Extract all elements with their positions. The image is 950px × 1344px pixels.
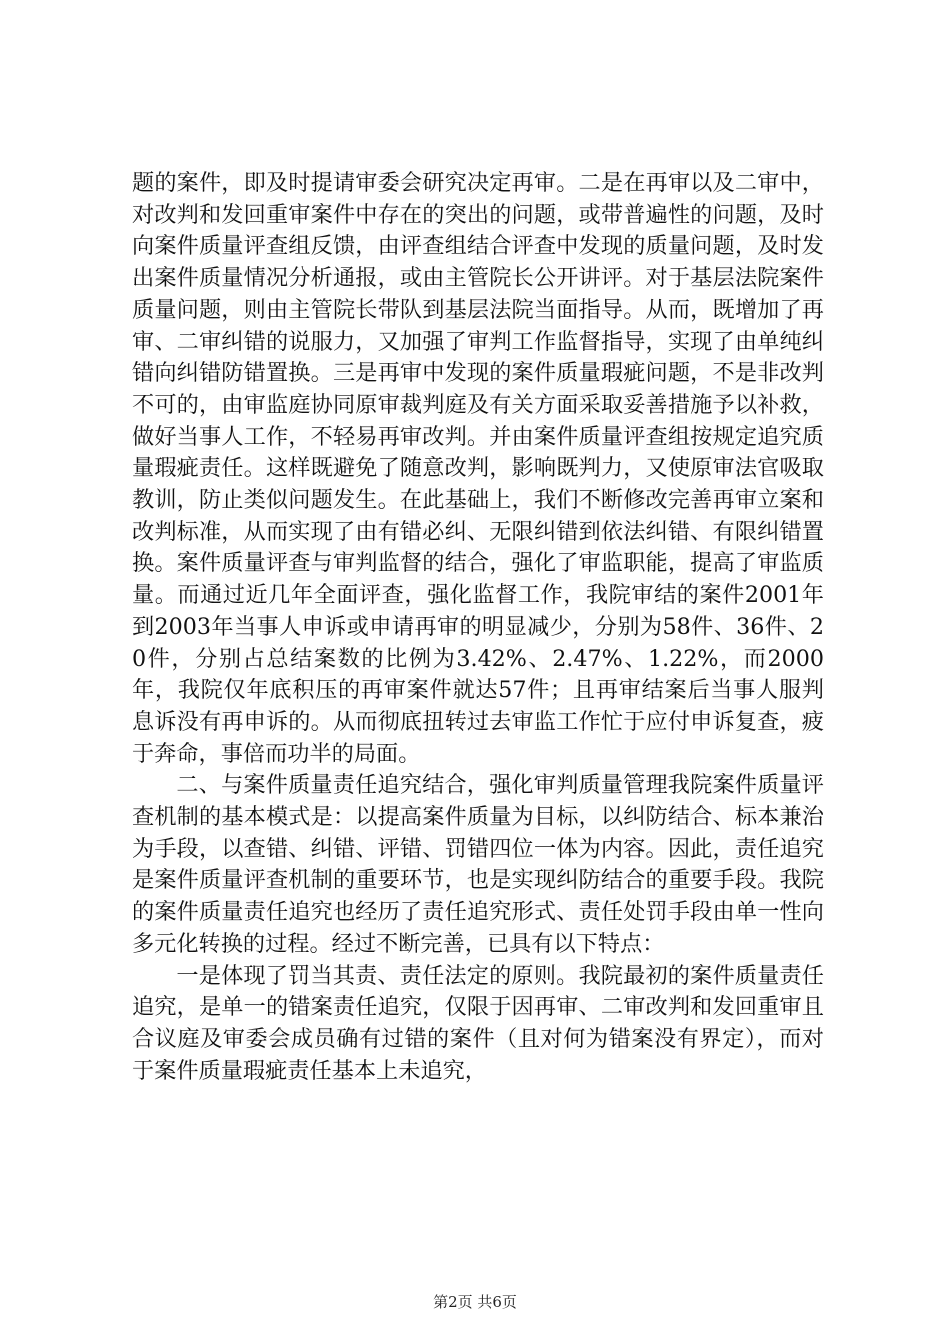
page-number: 第2页 共6页 bbox=[433, 1293, 517, 1311]
body-text bbox=[132, 168, 824, 1087]
paragraph-2: 二、与案件质量责任追究结合，强化审判质量管理我院案件质量评查机制的基本模式是：以提高案件质量为目标，以纠防结合、标本兼治为手段，以查错、纠错、评错、罚错四位一体为内容。因此，责任追究是案件质量评查机制的重要环节，也是实现纠防结合的重要手段。我院的案件质量责任追究也经历了责任追究形式、责任处罚手段由单一性向多元化转换的过程。经过不断完善，已具有以下特点： bbox=[132, 772, 824, 957]
paragraph-3: 一是体现了罚当其责、责任法定的原则。我院最初的案件质量责任追究，是单一的错案责任追究，仅限于因再审、二审改判和发回重审且合议庭及审委会成员确有过错的案件（且对何为错案没有界定），而对于案件质量瑕疵责任基本上未追究， bbox=[132, 962, 824, 1084]
paragraph-1: 题的案件，即及时提请审委会研究决定再审。二是在再审以及二审中，对改判和发回重审案件中存在的突出的问题，或带普遍性的问题，及时向案件质量评查组反馈，由评查组结合评查中发现的质量问题，及时发出案件质量情况分析通报，或由主管院长公开讲评。对于基层法院案件质量问题，则由主管院长带队到基层法院当面指导。从而，既增加了再审、二审纠错的说服力，又加强了审判工作监督指导，实现了由单纯纠错向纠错防错置换。三是再审中发现的案件质量瑕疵问题，不是非改判不可的，由审监庭协同原审裁判庭及有关方面采取妥善措施予以补救，做好当事人工作，不轻易再审改判。并由案件质量评查组按规定追究质量瑕疵责任。这样既避免了随意改判，影响既判力，又使原审法官吸取教训，防止类似问题发生。在此基础上，我们不断修改完善再审立案和改判标准，从而实现了由有错必纠、无限纠错到依法纠错、有限纠错置换。案件质量评查与审判监督的结合，强化了审监职能，提高了审监质量。而通过近几年全面评查，强化监督工作，我院审结的案件2001年到2003年当事人申诉或申请再审的明显减少，分别为58件、36件、20件，分别占总结案数的比例为3.42%、2.47%、1.22%，而2000年，我院仅年底积压的再审案件就达57件；且再审结案后当事人服判息诉没有再申诉的。从而彻底扭转过去审监工作忙于应付申诉复查，疲于奔命，事倍而功半的局面。 bbox=[132, 170, 824, 767]
